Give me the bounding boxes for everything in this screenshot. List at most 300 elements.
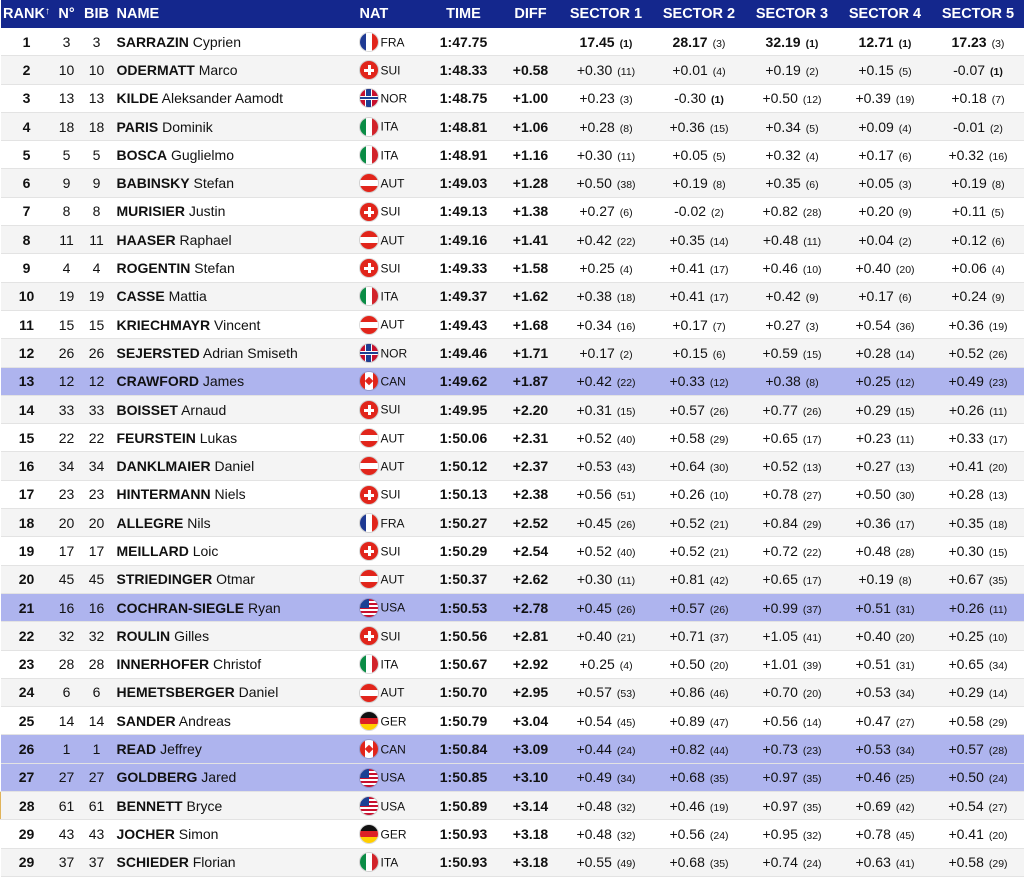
sector-time: +0.53 (855, 741, 890, 757)
diff-cell: +3.14 (502, 792, 560, 820)
table-row[interactable] (1, 848, 1024, 876)
sector-2-cell (653, 650, 746, 678)
sector-4-header[interactable]: SECTOR 4 (839, 0, 932, 28)
time-cell: 1:48.81 (426, 112, 502, 140)
sector-time: +0.74 (762, 854, 797, 870)
no-header[interactable]: N° (53, 0, 81, 28)
athlete-name-cell[interactable] (113, 622, 358, 650)
athlete-name-cell[interactable] (113, 141, 358, 169)
sector-time: +0.26 (949, 600, 984, 616)
sector-rank: (13) (989, 490, 1008, 502)
sector-time: +0.54 (948, 798, 983, 814)
sector-1-cell (560, 310, 653, 338)
table-row[interactable] (1, 424, 1024, 452)
diff-cell: +3.18 (502, 848, 560, 876)
sector-rank: (6) (899, 151, 912, 163)
sector-2-header[interactable]: SECTOR 2 (653, 0, 746, 28)
sector-time: +0.56 (576, 486, 611, 502)
athlete-name-cell[interactable] (113, 593, 358, 621)
flag-italy-icon (360, 655, 378, 673)
sector-time: +0.97 (762, 769, 797, 785)
sector-rank: (20) (896, 264, 915, 276)
sector-rank: (16) (617, 321, 636, 333)
sector-time: +0.84 (762, 515, 797, 531)
athlete-firstname: Jared (201, 769, 236, 785)
athlete-name-cell[interactable] (113, 792, 358, 820)
rank-cell: 26 (1, 735, 53, 763)
table-row[interactable] (1, 28, 1024, 56)
table-row[interactable] (1, 509, 1024, 537)
athlete-name-cell[interactable] (113, 707, 358, 735)
sector-rank: (1) (806, 38, 819, 50)
no-cell: 18 (53, 112, 81, 140)
sector-rank: (27) (896, 717, 915, 729)
table-row[interactable] (1, 650, 1024, 678)
athlete-surname: SCHIEDER (117, 854, 189, 870)
sector-time: +0.52 (762, 458, 797, 474)
diff-cell: +1.68 (502, 310, 560, 338)
sector-rank: (14) (896, 349, 915, 361)
sector-4-cell (839, 28, 932, 56)
sector-1-cell (560, 763, 653, 791)
table-row[interactable] (1, 792, 1024, 820)
sector-time: +0.31 (576, 402, 611, 418)
athlete-name-cell[interactable] (113, 282, 358, 310)
sector-time: +0.20 (858, 203, 893, 219)
sector-4-cell (839, 537, 932, 565)
sector-rank: (6) (806, 179, 819, 191)
athlete-firstname: Andreas (179, 713, 231, 729)
table-row[interactable] (1, 707, 1024, 735)
athlete-name-cell[interactable] (113, 310, 358, 338)
sector-2-cell (653, 282, 746, 310)
sector-time: +0.04 (858, 232, 893, 248)
athlete-name-cell[interactable] (113, 112, 358, 140)
rank-cell: 21 (1, 593, 53, 621)
sector-rank: (35) (803, 802, 822, 814)
athlete-name-cell[interactable] (113, 565, 358, 593)
nat-header[interactable]: NAT (358, 0, 426, 28)
bib-cell: 22 (81, 424, 113, 452)
sector-time: +0.19 (765, 62, 800, 78)
athlete-surname: SARRAZIN (117, 34, 189, 50)
sector-3-cell (746, 339, 839, 367)
table-row[interactable] (1, 480, 1024, 508)
table-row[interactable] (1, 367, 1024, 395)
sector-rank: (40) (617, 547, 636, 559)
athlete-name-cell[interactable] (113, 84, 358, 112)
time-cell: 1:50.29 (426, 537, 502, 565)
sector-time: +0.77 (762, 402, 797, 418)
time-cell: 1:49.13 (426, 197, 502, 225)
sector-rank: (45) (896, 830, 915, 842)
sector-time: +0.53 (855, 684, 890, 700)
sector-time: +0.25 (579, 260, 614, 276)
bib-cell: 45 (81, 565, 113, 593)
rank-cell: 13 (1, 367, 53, 395)
sector-rank: (7) (713, 321, 726, 333)
athlete-firstname: Arnaud (181, 402, 226, 418)
sector-time: +0.78 (855, 826, 890, 842)
no-cell: 37 (53, 848, 81, 876)
time-cell: 1:48.33 (426, 56, 502, 84)
sector-rank: (4) (713, 66, 726, 78)
sector-time: +0.55 (576, 854, 611, 870)
diff-cell: +2.54 (502, 537, 560, 565)
sector-4-cell (839, 367, 932, 395)
sector-time: +0.30 (948, 543, 983, 559)
flag-austria-icon (360, 684, 378, 702)
sector-time: +0.33 (948, 430, 983, 446)
sector-1-cell (560, 565, 653, 593)
table-row[interactable] (1, 254, 1024, 282)
sort-asc-icon: ↑ (45, 6, 50, 17)
sector-rank: (20) (803, 688, 822, 700)
sector-rank: (26) (617, 519, 636, 531)
diff-cell: +2.95 (502, 678, 560, 706)
nation-cell (358, 763, 426, 791)
sector-time: +0.17 (858, 288, 893, 304)
athlete-firstname: Lukas (200, 430, 237, 446)
table-row[interactable] (1, 763, 1024, 791)
diff-cell: +1.41 (502, 226, 560, 254)
sector-rank: (26) (989, 349, 1008, 361)
time-cell: 1:50.13 (426, 480, 502, 508)
sector-rank: (4) (620, 660, 633, 672)
sector-rank: (42) (896, 802, 915, 814)
athlete-surname: INNERHOFER (117, 656, 210, 672)
athlete-surname: MEILLARD (117, 543, 189, 559)
bib-cell: 10 (81, 56, 113, 84)
sector-rank: (3) (806, 321, 819, 333)
athlete-surname: CASSE (117, 288, 165, 304)
table-row[interactable] (1, 84, 1024, 112)
flag-switzerland-icon (360, 486, 378, 504)
header-row (1, 0, 1024, 28)
athlete-name-cell[interactable] (113, 56, 358, 84)
sector-5-cell (932, 848, 1024, 876)
diff-cell: +1.00 (502, 84, 560, 112)
sector-rank: (12) (803, 94, 822, 106)
nation-code: SUI (381, 261, 401, 275)
athlete-firstname: Mattia (169, 288, 207, 304)
sector-4-cell (839, 424, 932, 452)
sector-1-cell (560, 678, 653, 706)
athlete-name-cell[interactable] (113, 509, 358, 537)
flag-italy-icon (360, 118, 378, 136)
sector-time: +0.40 (855, 628, 890, 644)
athlete-name-cell[interactable] (113, 537, 358, 565)
rank-cell: 1 (1, 28, 53, 56)
no-cell: 8 (53, 197, 81, 225)
rank-cell: 19 (1, 537, 53, 565)
athlete-surname: CRAWFORD (117, 373, 199, 389)
table-row[interactable] (1, 169, 1024, 197)
time-cell: 1:49.16 (426, 226, 502, 254)
sector-2-cell (653, 56, 746, 84)
sector-time: +0.17 (672, 317, 707, 333)
athlete-name-cell[interactable] (113, 678, 358, 706)
sector-rank: (11) (989, 406, 1007, 418)
sector-rank: (15) (896, 406, 915, 418)
athlete-name-cell[interactable] (113, 735, 358, 763)
no-cell: 34 (53, 452, 81, 480)
nation-cell (358, 452, 426, 480)
sector-3-cell (746, 707, 839, 735)
sector-rank: (24) (989, 773, 1008, 785)
sector-time: +0.30 (577, 62, 612, 78)
nation-code: FRA (381, 35, 405, 49)
diff-cell: +2.38 (502, 480, 560, 508)
nation-code: CAN (381, 374, 406, 388)
athlete-name-cell[interactable] (113, 169, 358, 197)
no-cell: 11 (53, 226, 81, 254)
diff-cell: +3.04 (502, 707, 560, 735)
table-row[interactable] (1, 226, 1024, 254)
sector-3-cell (746, 593, 839, 621)
bib-cell: 43 (81, 820, 113, 848)
table-row[interactable] (1, 565, 1024, 593)
no-cell: 6 (53, 678, 81, 706)
sector-rank: (40) (617, 434, 636, 446)
sector-time: +0.57 (576, 684, 611, 700)
athlete-name-cell[interactable] (113, 480, 358, 508)
time-cell: 1:49.95 (426, 395, 502, 423)
sector-time: +0.34 (576, 317, 611, 333)
sector-3-cell (746, 169, 839, 197)
sector-4-cell (839, 282, 932, 310)
rank-cell: 7 (1, 197, 53, 225)
sector-time: +0.18 (951, 90, 986, 106)
nation-code: NOR (381, 346, 408, 360)
athlete-name-cell[interactable] (113, 367, 358, 395)
sector-time: +0.57 (669, 402, 704, 418)
athlete-name-cell[interactable] (113, 28, 358, 56)
athlete-name-cell[interactable] (113, 197, 358, 225)
athlete-name-cell[interactable] (113, 254, 358, 282)
nation-code: NOR (381, 91, 408, 105)
rank-header[interactable] (1, 0, 53, 28)
sector-rank: (20) (710, 660, 729, 672)
table-row[interactable] (1, 310, 1024, 338)
sector-rank: (17) (896, 519, 915, 531)
sector-rank: (23) (989, 377, 1008, 389)
time-cell: 1:48.91 (426, 141, 502, 169)
sector-time: +0.32 (948, 147, 983, 163)
flag-usa-icon (360, 797, 378, 815)
table-row[interactable] (1, 678, 1024, 706)
sector-2-cell (653, 452, 746, 480)
athlete-firstname: Gilles (174, 628, 209, 644)
table-row[interactable] (1, 452, 1024, 480)
sector-5-cell (932, 310, 1024, 338)
name-header[interactable]: NAME (113, 0, 358, 28)
rank-cell: 24 (1, 678, 53, 706)
sector-time: +0.46 (669, 798, 704, 814)
athlete-surname: JOCHER (117, 826, 175, 842)
sector-1-cell (560, 84, 653, 112)
table-row[interactable] (1, 537, 1024, 565)
sector-rank: (5) (713, 151, 726, 163)
athlete-firstname: Simon (179, 826, 219, 842)
diff-cell: +1.38 (502, 197, 560, 225)
sector-rank: (47) (710, 717, 729, 729)
sector-3-cell (746, 282, 839, 310)
sector-5-cell (932, 622, 1024, 650)
sector-rank: (15) (989, 547, 1008, 559)
athlete-name-cell[interactable] (113, 820, 358, 848)
sector-3-cell (746, 565, 839, 593)
sector-time: +0.50 (948, 769, 983, 785)
sector-rank: (3) (899, 179, 912, 191)
nation-cell (358, 395, 426, 423)
sector-time: +0.52 (669, 543, 704, 559)
nation-code: FRA (381, 516, 405, 530)
sector-5-cell (932, 820, 1024, 848)
athlete-name-cell[interactable] (113, 650, 358, 678)
sector-rank: (45) (617, 717, 636, 729)
no-cell: 43 (53, 820, 81, 848)
sector-5-cell (932, 593, 1024, 621)
sector-time: +1.01 (762, 656, 797, 672)
sector-1-header[interactable]: SECTOR 1 (560, 0, 653, 28)
athlete-name-cell[interactable] (113, 763, 358, 791)
table-row[interactable] (1, 339, 1024, 367)
nation-code: ITA (381, 855, 399, 869)
nation-code: USA (381, 771, 406, 785)
table-row[interactable] (1, 593, 1024, 621)
athlete-name-cell[interactable] (113, 395, 358, 423)
nation-cell (358, 28, 426, 56)
flag-italy-icon (360, 146, 378, 164)
sector-rank: (26) (803, 406, 822, 418)
sector-1-cell (560, 735, 653, 763)
sector-time: +0.30 (577, 571, 612, 587)
sector-rank: (26) (710, 406, 729, 418)
sector-time: +0.48 (763, 232, 798, 248)
time-cell: 1:49.33 (426, 254, 502, 282)
nation-code: AUT (381, 318, 405, 332)
sector-2-cell (653, 28, 746, 56)
nation-cell (358, 735, 426, 763)
table-row[interactable] (1, 820, 1024, 848)
nation-cell (358, 169, 426, 197)
sector-5-header[interactable]: SECTOR 5 (932, 0, 1024, 28)
sector-time: +0.47 (855, 713, 890, 729)
table-row[interactable] (1, 395, 1024, 423)
time-header[interactable]: TIME (426, 0, 502, 28)
sector-time: -0.02 (674, 203, 706, 219)
table-row[interactable] (1, 622, 1024, 650)
sector-rank: (35) (803, 773, 822, 785)
flag-norway-icon (360, 89, 378, 107)
table-row[interactable] (1, 282, 1024, 310)
sector-time: +0.23 (579, 90, 614, 106)
sector-5-cell (932, 197, 1024, 225)
no-cell: 26 (53, 339, 81, 367)
athlete-name-cell[interactable] (113, 226, 358, 254)
sector-2-cell (653, 763, 746, 791)
time-cell: 1:50.27 (426, 509, 502, 537)
sector-rank: (21) (617, 632, 636, 644)
sector-5-cell (932, 480, 1024, 508)
flag-switzerland-icon (360, 627, 378, 645)
sector-rank: (17) (803, 575, 822, 587)
sector-5-cell (932, 56, 1024, 84)
sector-rank: (29) (989, 717, 1008, 729)
athlete-surname: BOSCA (117, 147, 168, 163)
diff-cell: +2.20 (502, 395, 560, 423)
sector-time: +0.36 (669, 119, 704, 135)
nation-cell (358, 480, 426, 508)
sector-rank: (43) (617, 462, 636, 474)
nation-code: AUT (381, 459, 405, 473)
sector-rank: (16) (989, 151, 1008, 163)
nation-cell (358, 792, 426, 820)
athlete-firstname: Ryan (248, 600, 281, 616)
athlete-surname: BABINSKY (117, 175, 190, 191)
sector-rank: (20) (989, 830, 1008, 842)
sector-3-header[interactable]: SECTOR 3 (746, 0, 839, 28)
athlete-name-cell[interactable] (113, 424, 358, 452)
sector-time: +0.81 (669, 571, 704, 587)
sector-rank: (11) (803, 236, 821, 248)
bib-cell: 11 (81, 226, 113, 254)
rank-cell: 17 (1, 480, 53, 508)
diff-cell: +1.62 (502, 282, 560, 310)
sector-1-cell (560, 593, 653, 621)
athlete-surname: FEURSTEIN (117, 430, 196, 446)
table-row[interactable] (1, 141, 1024, 169)
table-row[interactable] (1, 56, 1024, 84)
sector-time: +0.35 (948, 515, 983, 531)
sector-time: +0.25 (855, 373, 890, 389)
sector-1-cell (560, 820, 653, 848)
sector-4-cell (839, 565, 932, 593)
athlete-firstname: Florian (193, 854, 236, 870)
rank-cell: 9 (1, 254, 53, 282)
athlete-name-cell[interactable] (113, 339, 358, 367)
sector-5-cell (932, 735, 1024, 763)
athlete-name-cell[interactable] (113, 452, 358, 480)
bib-cell: 37 (81, 848, 113, 876)
athlete-name-cell[interactable] (113, 848, 358, 876)
sector-rank: (2) (990, 123, 1003, 135)
sector-rank: (13) (803, 462, 822, 474)
diff-header[interactable]: DIFF (502, 0, 560, 28)
nation-cell (358, 820, 426, 848)
sector-rank: (18) (989, 519, 1008, 531)
sector-2-cell (653, 226, 746, 254)
table-row[interactable] (1, 197, 1024, 225)
athlete-firstname: Otmar (216, 571, 255, 587)
table-row[interactable] (1, 112, 1024, 140)
sector-rank: (11) (617, 575, 635, 587)
sector-5-cell (932, 254, 1024, 282)
nation-cell (358, 141, 426, 169)
flag-austria-icon (360, 429, 378, 447)
bib-cell: 27 (81, 763, 113, 791)
nation-cell (358, 848, 426, 876)
table-row[interactable] (1, 735, 1024, 763)
sector-time: +0.42 (576, 373, 611, 389)
sector-rank: (15) (617, 406, 636, 418)
sector-1-cell (560, 367, 653, 395)
sector-rank: (22) (803, 547, 822, 559)
flag-france-icon (360, 33, 378, 51)
bib-header[interactable]: BIB (81, 0, 113, 28)
sector-4-cell (839, 820, 932, 848)
